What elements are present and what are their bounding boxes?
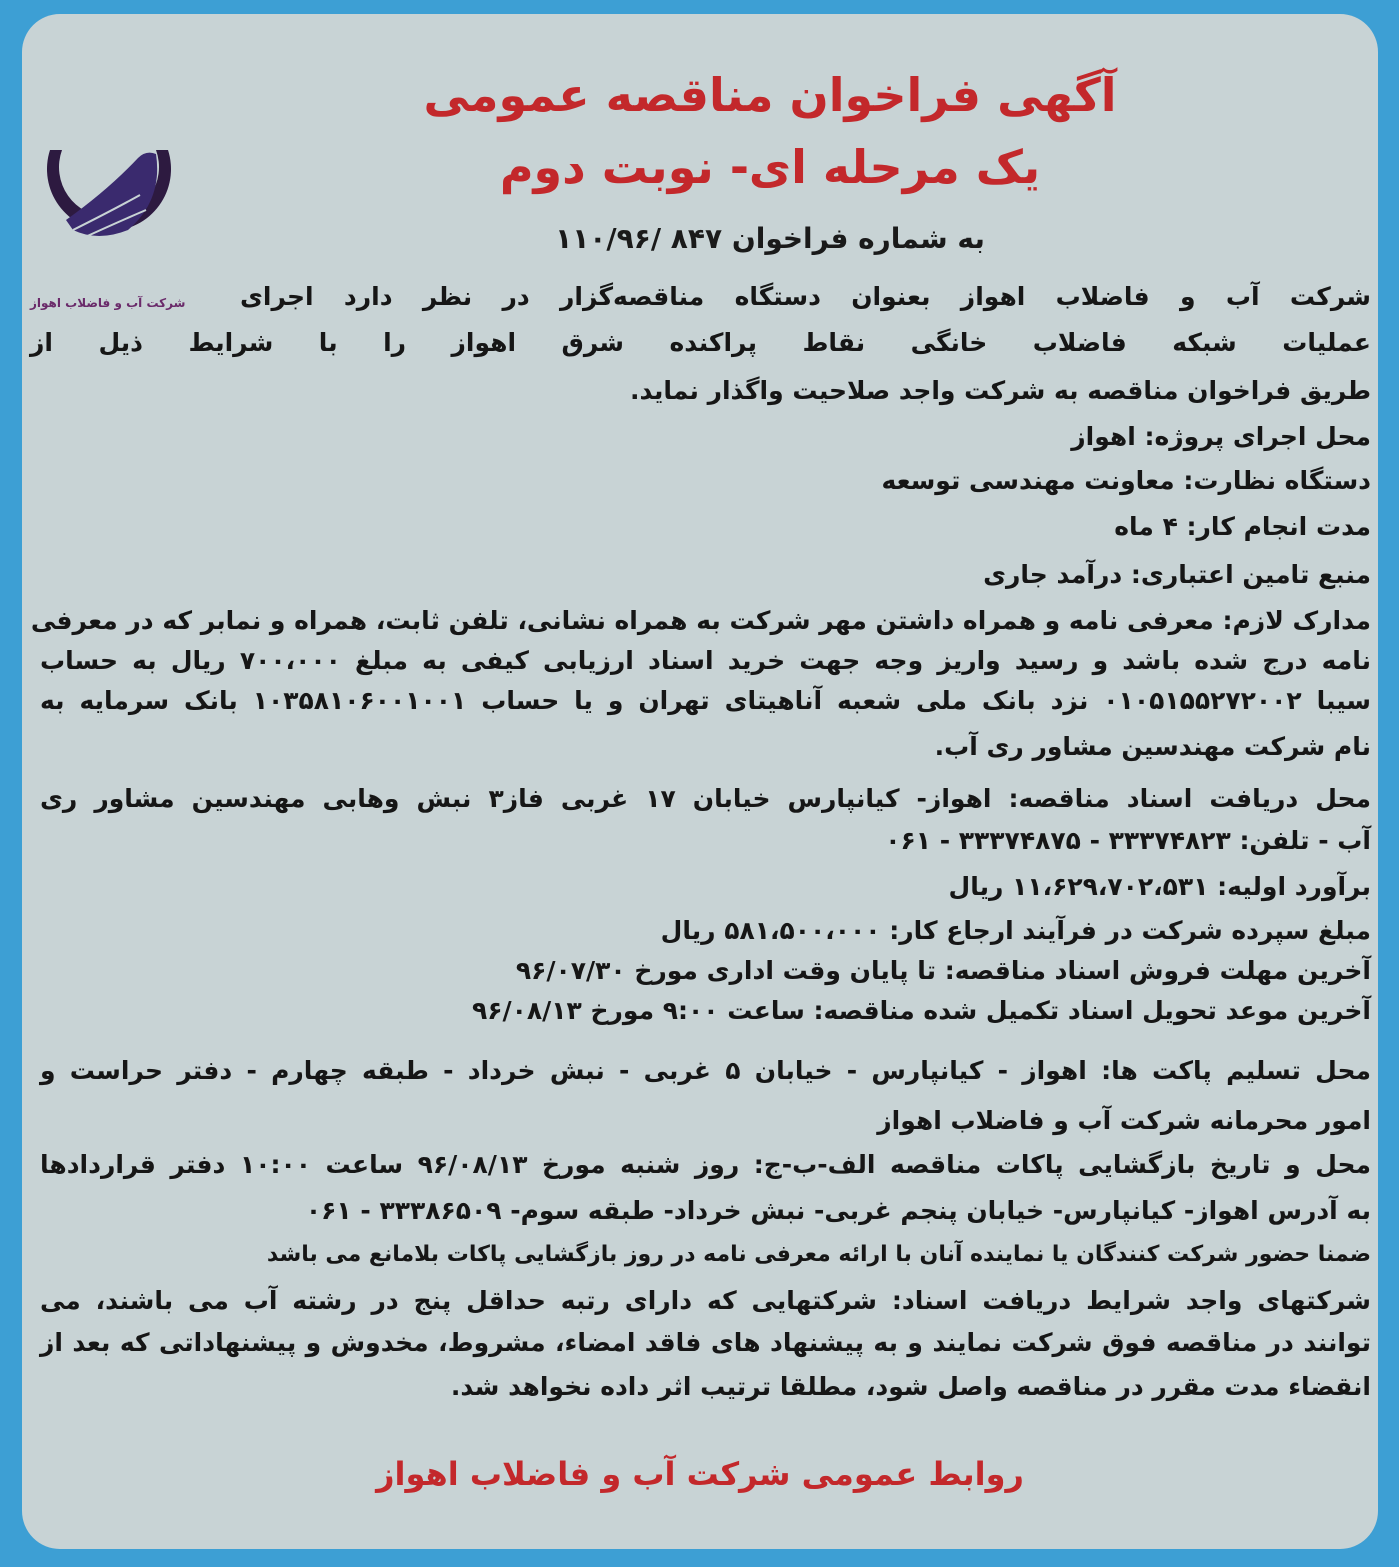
project-location: محل اجرای پروژه: اهواز (1071, 422, 1371, 451)
attendance-note: ضمنا حضور شرکت کنندگان یا نماینده آنان با ارائه معرفی نامه در روز بازگشایی پاکات بلامانع می باشد (266, 1242, 1371, 1267)
intro-line: طریق فراخوان مناقصه به شرکت واجد صلاحیت واگذار نماید. (630, 376, 1371, 405)
title-line-1: آگهی فراخوان مناقصه عمومی (423, 68, 1117, 122)
eligibility: انقضاء مدت مقرر در مناقصه واصل شود، مطلقا ترتیب اثر داده نخواهد شد. (450, 1372, 1371, 1401)
documents-pickup: محل دریافت اسناد مناقصه: اهواز- کیانپارس خیابان ۱۷ غربی فاز۳ نبش وهابی مهندسین مشاور ری (40, 784, 1372, 813)
required-documents: مدارک لازم: معرفی نامه و همراه داشتن مهر شرکت به همراه نشانی، تلفن ثابت، همراه و نمابر که در معرفی (30, 606, 1371, 635)
logo-company-name: شرکت آب و فاضلاب اهواز (30, 296, 186, 310)
duration: مدت انجام کار: ۴ ماه (1114, 512, 1371, 541)
initial-estimate: برآورد اولیه: ۱۱،۶۲۹،۷۰۲،۵۳۱ ریال (948, 872, 1371, 901)
required-documents: سیبا ۰۱۰۵۱۵۵۲۷۲۰۰۲ نزد بانک ملی شعبه آناهیتای تهران و یا حساب ۱۰۳۵۸۱۰۶۰۰۱۰۰۱ بانک سرمایه به (40, 686, 1371, 715)
intro-line: عملیات شبکه فاضلاب خانگی نقاط پراکنده شرق اهواز را با شرایط ذیل از (30, 328, 1371, 357)
water-wave-logo-icon (28, 70, 188, 280)
submission-deadline: آخرین موعد تحویل اسناد تکمیل شده مناقصه: ساعت ۹:۰۰ مورخ ۹۶/۰۸/۱۳ (471, 996, 1371, 1025)
public-relations-signature: روابط عمومی شرکت آب و فاضلاب اهواز (376, 1455, 1024, 1493)
opening-address: به آدرس اهواز- کیانپارس- خیابان پنجم غربی- نبش خرداد- طبقه سوم- ۳۳۳۸۶۵۰۹ - ۰۶۱ (305, 1196, 1371, 1225)
required-documents: نامه درج شده باشد و رسید واریز وجه جهت خرید اسناد ارزیابی کیفی به مبلغ ۷۰۰،۰۰۰ ریال به حساب (40, 646, 1371, 675)
required-documents: نام شرکت مهندسین مشاور ری آب. (934, 732, 1371, 761)
eligibility: شرکتهای واجد شرایط دریافت اسناد: شرکتهایی که دارای رتبه حداقل پنج در رشته آب می باشند، می (40, 1286, 1371, 1315)
deposit-amount: مبلغ سپرده شرکت در فرآیند ارجاع کار: ۵۸۱،۵۰۰،۰۰۰ ریال (660, 916, 1371, 945)
submission-location: محل تسلیم پاکت ها: اهواز - کیانپارس - خیابان ۵ غربی - نبش خرداد - طبقه چهارم - دفتر حراست و (40, 1056, 1371, 1085)
company-logo (28, 70, 188, 284)
opening-details: محل و تاریخ بازگشایی پاکات مناقصه الف-ب-ج: روز شنبه مورخ ۹۶/۰۸/۱۳ ساعت ۱۰:۰۰ دفتر قراردادها (40, 1150, 1372, 1179)
sale-deadline: آخرین مهلت فروش اسناد مناقصه: تا پایان وقت اداری مورخ ۹۶/۰۷/۳۰ (515, 956, 1371, 985)
title-line-2: یک مرحله ای- نوبت دوم (499, 140, 1041, 194)
call-number: به شماره فراخوان ۸۴۷ /۱۱۰/۹۶ (555, 222, 985, 255)
eligibility: توانند در مناقصه فوق شرکت نمایند و به پیشنهاد های فاقد امضاء، مشروط، مخدوش و پیشنهاداتی که بعد از (40, 1328, 1371, 1357)
funding-source: منبع تامین اعتباری: درآمد جاری (983, 560, 1371, 589)
submission-location: امور محرمانه شرکت آب و فاضلاب اهواز (877, 1106, 1371, 1135)
documents-pickup-phone: آب - تلفن: ۳۳۳۷۴۸۲۳ - ۳۳۳۷۴۸۷۵ - ۰۶۱ (885, 826, 1371, 855)
intro-line: شرکت آب و فاضلاب اهواز بعنوان دستگاه مناقصه‌گزار در نظر دارد اجرای (240, 282, 1371, 311)
supervisor: دستگاه نظارت: معاونت مهندسی توسعه (881, 466, 1371, 495)
